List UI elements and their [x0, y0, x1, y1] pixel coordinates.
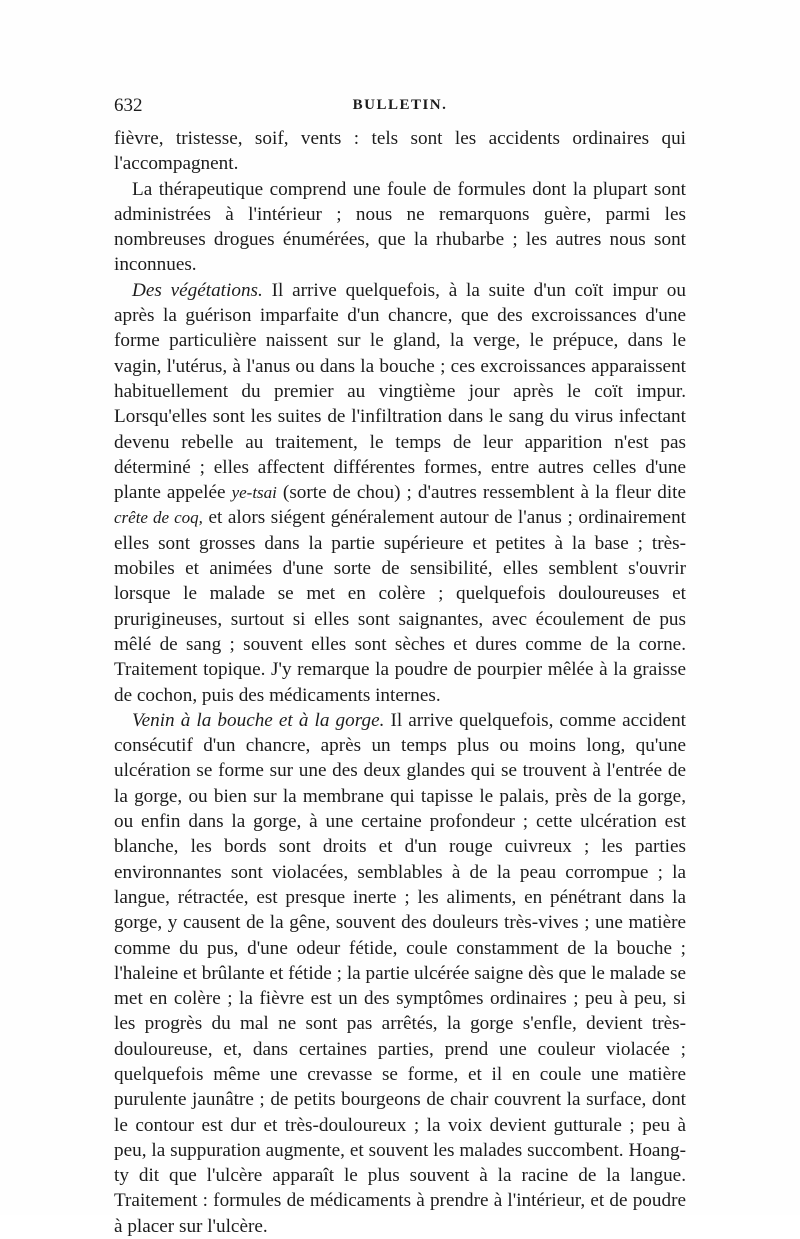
paragraph-venin: [114, 708, 686, 1239]
paragraph-vegetations: [114, 278, 686, 708]
paragraph-therapeutics: La thérapeutique comprend une foule de formules dont la plupart sont administrées à l'intérieur ; nous ne remarquons guère, parmi les nombreuses drogues énumérées, que la rhubarbe ; les autres nous sont inconnues.: [114, 178, 686, 276]
body-text: [114, 126, 686, 1239]
page-number: 632: [114, 95, 143, 116]
vegetations-text-1: Il arrive quelquefois, à la suite d'un coït impur ou après la guérison imparfaite d'un chancre, que des excroissances d'une forme particulière naissent sur le gland, la verge, le prépuce, dans le vagin, l'utérus, à l'anus ou dans la bouche ; ces excroissances apparaissent habituellement du premier au vingtième jour après le coït impur. Lorsqu'elles sont les suites de l'infiltration dans le sang du virus infectant devenu rebelle au traitement, le temps de leur apparition n'est pas déterminé ; elles affectent différentes formes, entre autres celles d'une plante appelée: [114, 279, 686, 504]
vegetations-text-2: (sorte de chou) ; d'autres ressemblent à la fleur dite: [276, 482, 687, 504]
vegetations-text-3: et alors siégent généralement autour de l'anus ; ordinairement elles sont grosses dans la partie supérieure et petites à la base ; très-mobiles et animées d'une sorte de sensibilité, elles semblent s'ouvrir lorsque le malade se met en colère ; quelquefois douloureuses et prurigineuses, surtout si elles sont saignantes, avec écoulement de pus mêlé de sang ; souvent elles sont sèches et dures comme de la corne. Traitement topique. J'y remarque la poudre de pourpier mêlée à la graisse de cochon, puis des médicaments internes.: [114, 507, 686, 706]
section-title-vegetations: Des végétations.: [132, 279, 263, 301]
term-crete-de-coq: crête de coq,: [114, 508, 203, 528]
term-ye-tsai: ye-tsai: [231, 483, 277, 503]
page-header: [114, 95, 686, 121]
section-title-venin: Venin à la bouche et à la gorge.: [132, 709, 385, 731]
venin-text: Il arrive quelquefois, comme accident consécutif d'un chancre, après un temps plus ou moins long, qu'une ulcération se forme sur une des deux glandes qui se trouvent à l'entrée de la gorge, ou bien sur la membrane qui tapisse le palais, près de la gorge, ou enfin dans la gorge, à une certaine profondeur ; cette ulcération est blanche, les bords sont droits et d'un rouge cuivreux ; les parties environnantes sont violacées, semblables à de la peau corrompue ; la langue, rétractée, est presque inerte ; les aliments, en pénétrant dans la gorge, y causent de la gêne, souvent des douleurs très-vives ; une matière comme du pus, d'une odeur fétide, coule constamment de la bouche ; l'haleine et brûlante et fétide ; la partie ulcérée saigne dès que le malade se met en colère ; la fièvre est un des symptômes ordinaires ; peu à peu, si les progrès du mal ne sont pas arrêtés, la gorge s'enfle, devient très-douloureuse, et, dans certaines parties, prend une couleur violacée ; quelquefois même une crevasse se forme, et il en coule une matière purulente jaunâtre ; de petits bourgeons de chair couvrent la surface, dont le contour est dur et très-douloureux ; la voix devient gutturale ; peu à peu, la suppuration augmente, et souvent les malades succombent. Hoang-ty dit que l'ulcère apparaît le plus souvent à la racine de la langue. Traitement : formules de médicaments à prendre à l'intérieur, et de poudre à placer sur l'ulcère.: [114, 709, 686, 1237]
running-head: BULLETIN.: [352, 97, 448, 113]
paragraph-continuation: fièvre, tristesse, soif, vents : tels sont les accidents ordinaires qui l'accompagnent.: [114, 128, 686, 175]
